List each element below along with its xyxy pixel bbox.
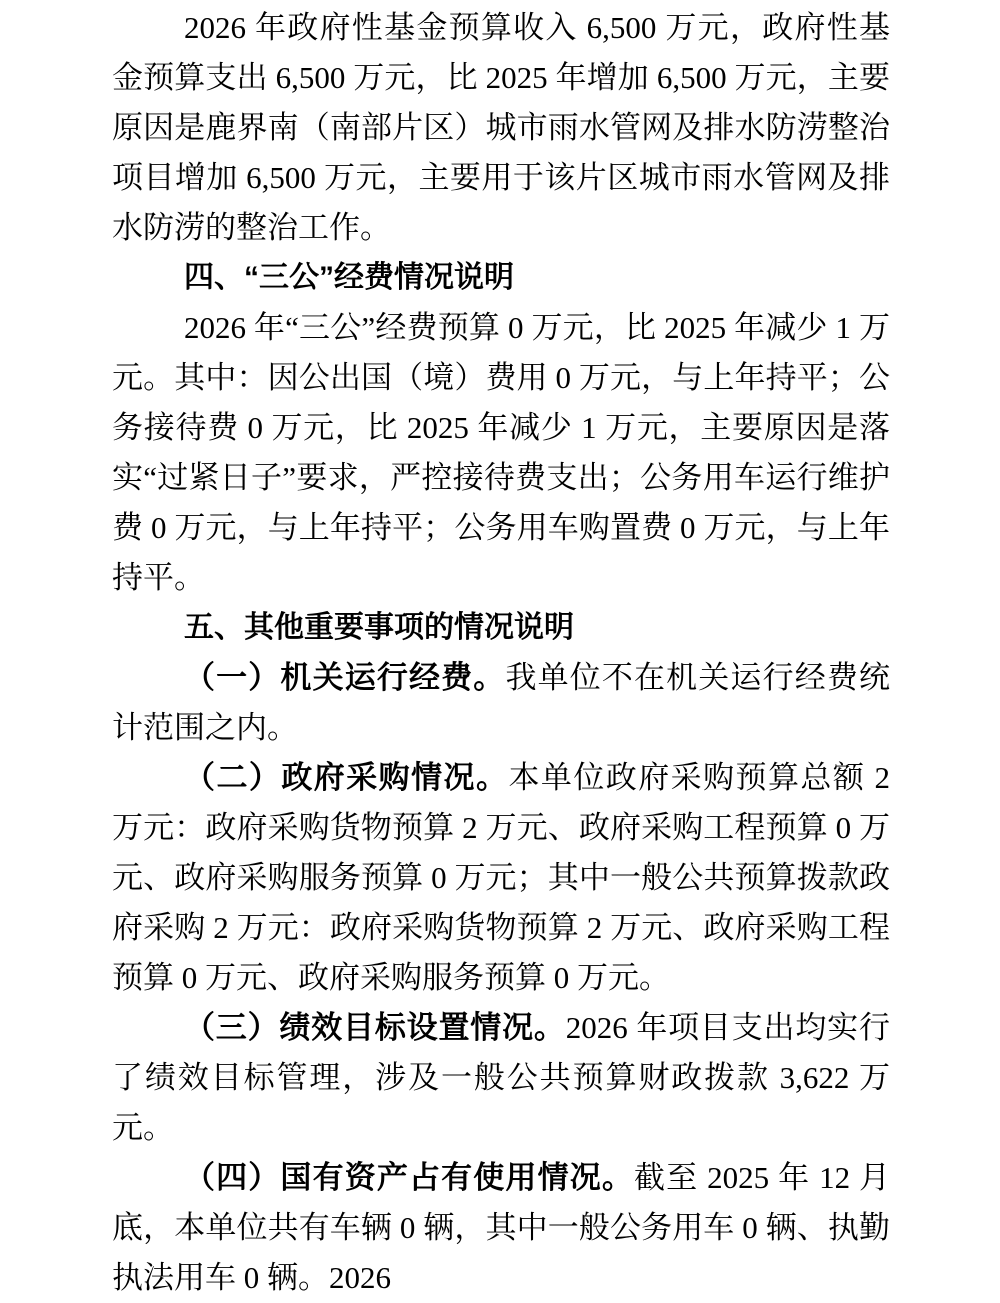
paragraph-text: 2026 年“三公”经费预算 0 万元，比 2025 年减少 1 万元。其中：因公出国（境）费用 0 万元，与上年持平；公务接待费 0 万元，比 2025 年减少 1 万元，主要原因是落实“过紧日子”要求，严控接待费支出；公务用车运行维护费 0 万元，与上年持平；公务用车购置费 0 万元，与上年持平。 bbox=[112, 310, 890, 595]
paragraph-text: 本单位政府采购预算总额 2 万元：政府采购货物预算 2 万元、政府采购工程预算 0 万元、政府采购服务预算 0 万元；其中一般公共预算拨款政府采购 2 万元：政府采购货物预算 2 万元、政府采购工程预算 0 万元、政府采购服务预算 0 万元。 bbox=[112, 760, 891, 995]
paragraph bbox=[112, 1153, 890, 1303]
section-heading bbox=[112, 603, 890, 653]
paragraph bbox=[112, 653, 890, 753]
subsection-label: （四）国有资产占有使用情况。 bbox=[184, 1160, 634, 1195]
document-page bbox=[112, 0, 890, 1303]
paragraph bbox=[112, 753, 890, 1003]
section-heading-text: 五、其他重要事项的情况说明 bbox=[184, 611, 574, 644]
section-heading bbox=[112, 253, 890, 303]
paragraph-text: 2026 年政府性基金预算收入 6,500 万元，政府性基金预算支出 6,500 万元，比 2025 年增加 6,500 万元，主要原因是鹿界南（南部片区）城市雨水管网及排水防涝整治项目增加 6,500 万元，主要用于该片区城市雨水管网及排水防涝的整治工作。 bbox=[112, 10, 890, 245]
paragraph bbox=[112, 303, 890, 603]
paragraph bbox=[112, 1003, 890, 1153]
subsection-label: （一）机关运行经费。 bbox=[184, 660, 506, 695]
subsection-label: （二）政府采购情况。 bbox=[184, 760, 509, 795]
paragraph-text: 我单位不在机关运行经费统计范围之内。 bbox=[112, 660, 891, 745]
paragraph-text: 截至 2025 年 12 月底，本单位共有车辆 0 辆，其中一般公务用车 0 辆、执勤执法用车 0 辆。2026 bbox=[112, 1160, 890, 1295]
section-heading-text: 四、“三公”经费情况说明 bbox=[184, 261, 514, 294]
paragraph-text: 2026 年项目支出均实行了绩效目标管理，涉及一般公共预算财政拨款 3,622 万元。 bbox=[112, 1010, 890, 1145]
subsection-label: （三）绩效目标设置情况。 bbox=[184, 1010, 566, 1045]
paragraph bbox=[112, 3, 890, 253]
